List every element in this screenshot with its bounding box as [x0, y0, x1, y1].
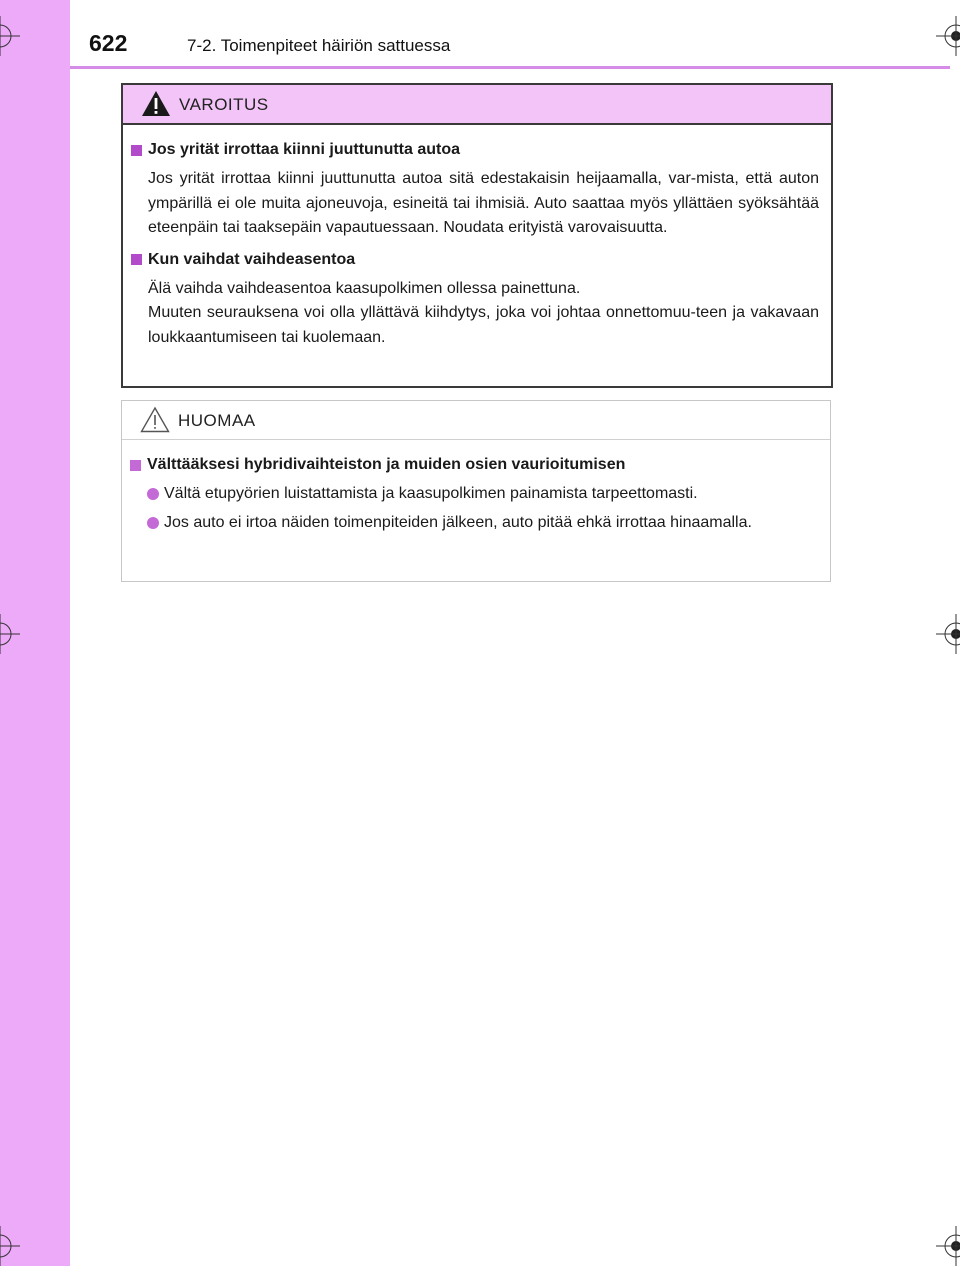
- square-bullet-icon: [131, 145, 142, 156]
- notice-bullet-text: Vältä etupyörien luistattamista ja kaasupolkimen painamista tarpeettomasti.: [164, 485, 698, 502]
- registration-mark-icon: [936, 1226, 960, 1266]
- warning-section-heading: [131, 139, 819, 161]
- warning-header: [123, 85, 831, 125]
- registration-mark-icon: [936, 614, 960, 654]
- warning-paragraph: Muuten seurauksena voi olla yllättävä kiihdytys, joka voi johtaa onnettomuu-teen ja vakavaan loukkaantumiseen tai kuolemaan.: [148, 304, 819, 346]
- notice-section-heading: [130, 454, 818, 476]
- chapter-title: 7-2. Toimenpiteet häiriön sattuessa: [187, 36, 451, 55]
- warning-section-heading: [131, 249, 819, 271]
- page-number: 622: [89, 30, 128, 56]
- warning-section-title: Kun vaihdat vaihdeasentoa: [148, 250, 356, 268]
- warning-box: [121, 83, 833, 388]
- square-bullet-icon: [130, 460, 141, 471]
- round-bullet-icon: [147, 488, 159, 500]
- square-bullet-icon: [131, 254, 142, 265]
- notice-bullet-item: [147, 482, 818, 507]
- warning-section-title: Jos yrität irrottaa kiinni juuttunutta autoa: [148, 141, 461, 158]
- round-bullet-icon: [147, 517, 159, 529]
- registration-mark-icon: [0, 16, 20, 56]
- notice-label: HUOMAA: [178, 411, 256, 430]
- caution-triangle-outline-icon: [140, 406, 170, 433]
- notice-bullet-item: [147, 511, 818, 536]
- registration-mark-icon: [0, 1226, 20, 1266]
- notice-bullet-text: Jos auto ei irtoa näiden toimenpiteiden jälkeen, auto pitää ehkä irrottaa hinaamalla.: [164, 513, 752, 531]
- warning-paragraph: Älä vaihda vaihdeasentoa kaasupolkimen ollessa painettuna.: [148, 279, 581, 297]
- registration-mark-icon: [0, 614, 20, 654]
- notice-box: [121, 400, 831, 582]
- registration-mark-icon: [936, 16, 960, 56]
- notice-header: [122, 401, 830, 440]
- warning-triangle-filled-icon: [141, 90, 171, 117]
- notice-section-title: Välttääksesi hybridivaihteiston ja muiden osien vaurioitumisen: [147, 456, 626, 473]
- warning-label: VAROITUS: [179, 95, 269, 114]
- header-divider: [70, 66, 950, 69]
- warning-paragraph: Jos yrität irrottaa kiinni juuttunutta autoa sitä edestakaisin heijaamalla, var-mista, että auton ympärillä ei ole muita ajoneuvoja, esineitä tai ihmisiä. Auto saattaa myös yllättäen syöksähtää eteenpäin tai taaksepäin vapautuessaan. Noudata erityistä varovaisuutta.: [148, 170, 819, 236]
